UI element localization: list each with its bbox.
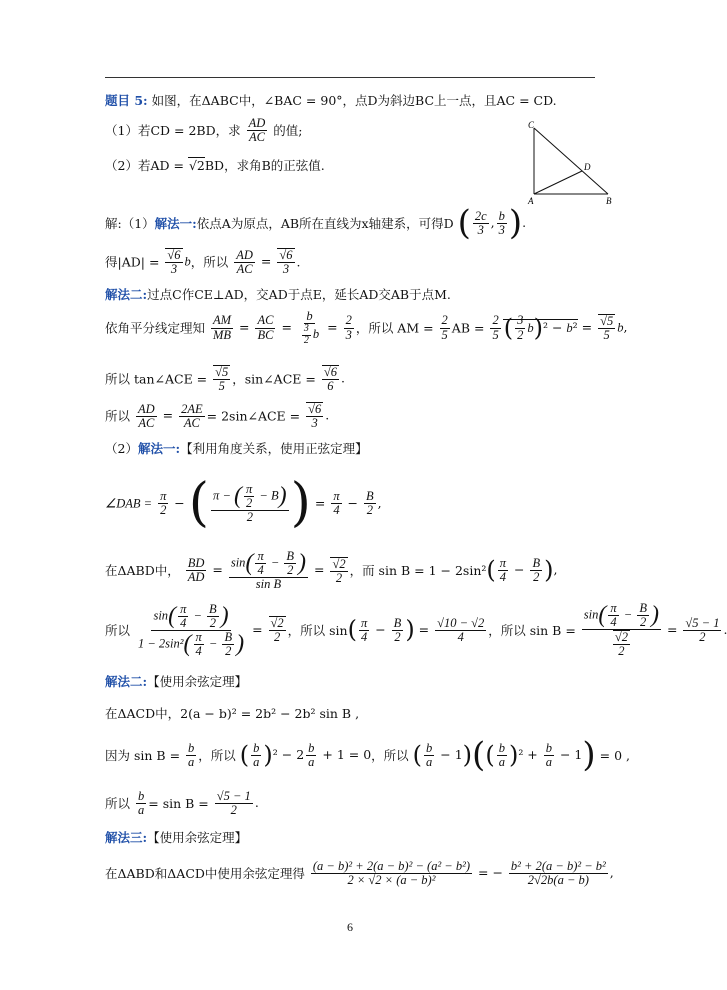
b-a-2: $\frac{b}{a}$: [138, 789, 145, 818]
ratio-result-line: 所以 $\frac{b}{a}$ = sin B = $\frac{√5 - 1}{2}$ .: [105, 789, 259, 818]
question-1: [105, 117, 302, 144]
quadratic-line: 因为 sin B = $\frac{b}{a}$ ，所以 ( $\frac{b}{a}$ )² − 2 $\frac{b}{a}$ + 1 = 0，所以 ( $\frac{b}{a}$ − 1)(( $\frac{b}{a}$ )² + $\frac{b}{a}$ − 1) = 0 ,: [105, 735, 630, 776]
big-frac-1: $\frac{\text{(a − b)² + 2(a − b)² − (a² − b²)}}{\text{2 × √2 × (a − b)²}}$: [312, 859, 471, 888]
tan-prefix: 所以 tan∠ACE =: [105, 371, 208, 387]
acd-eq: 在ΔACD中，2(a − b)² = 2b² − 2b² sin B ,: [105, 706, 360, 721]
b-var: b: [184, 254, 191, 269]
dab-prefix: ∠DAB =: [105, 496, 153, 511]
sol2-method1-note: 【利用角度关系，使用正弦定理】: [180, 441, 368, 456]
pi-half: $\frac{\pi}{2}$: [160, 489, 167, 518]
sqrt10-sqrt2-over-4: $\frac{√10 - √2}{4}$: [437, 615, 485, 644]
period: .: [296, 254, 301, 270]
2ae-ac: $\frac{2AE}{AC}$: [181, 401, 203, 430]
two-fifths: $\frac{2}{5}$: [441, 313, 448, 342]
b-over-a: $\frac{b}{a}$: [188, 741, 195, 770]
sol2-method2: [105, 673, 247, 689]
b-a-1: $\frac{b}{a}$: [253, 741, 260, 770]
ratio-prefix: 所以: [105, 796, 131, 812]
sin-solve-line: 所以 sin( $\frac{\pi}{4}$ − $\frac{B}{2}$ ) 1 − 2sin²( $\frac{\pi}{4}$ − $\frac{B}{2}$ ) = $\frac{√2}{2}$ ，所以 sin( $\frac{\pi}{4}$ − $\frac{B}{2}$ ) = $\frac{√10 - √2}{4}$ ，所以 sin B = sin( $\frac{\pi}{4}$ − $\frac{B}{2}$ ) $\frac{√2}{2}$ = $\frac{√5 - 1}{2}$: [105, 601, 720, 659]
sqrt2-half-2: $\frac{√2}{2}$: [270, 616, 284, 645]
problem-statement: [105, 92, 557, 108]
ratio-expr: sin( $\frac{\pi}{4}$ − $\frac{B}{2}$ ) 1 − 2sin²( $\frac{\pi}{4}$ − $\frac{B}{2}$ ): [138, 601, 245, 658]
ab-eq: AB =: [451, 320, 485, 336]
in-abd: 在ΔABD中，: [105, 563, 180, 579]
sol1-prefix: 解:（1）: [105, 216, 155, 232]
ad-ac: $\frac{AD}{AC}$: [138, 401, 155, 430]
sol1-method2-label: 解法二:: [105, 287, 148, 302]
golden: $\frac{√5 - 1}{2}$: [216, 789, 251, 818]
so-am: ，所以 AM =: [355, 320, 434, 336]
q1-prefix: （1）若CD = 2BD，求: [105, 123, 241, 139]
sinb-ratio: sin( $\frac{\pi}{4}$ − $\frac{B}{2}$ ) $\frac{√2}{2}$: [583, 601, 659, 659]
final-result: $\frac{√6}{3}$: [308, 402, 322, 431]
big-paren-open: (: [188, 473, 210, 533]
sol2-method3-note: 【使用余弦定理】: [147, 830, 248, 845]
sol1-method2: [105, 286, 451, 302]
b-over-3-2b: b $\frac{3}{2}$ b: [303, 309, 320, 346]
root-expr: ( $\frac{3}{2}$ b)² − b²: [503, 313, 578, 342]
bd-ad: $\frac{BD}{AD}$: [187, 556, 205, 585]
sol2-method3-label: 解法三:: [105, 830, 148, 845]
point-x: $\frac{2c}{3}$: [474, 209, 487, 238]
eq-2sin: = 2sin∠ACE =: [206, 408, 301, 424]
sol2-header: （2）: [105, 441, 138, 456]
so-sinb: ，所以 sin B =: [488, 622, 576, 638]
dab-line: ∠DAB = $\frac{\pi}{2}$ − ( π − ( $\frac{\pi}{2}$ − B) 2 ) = $\frac{\pi}{4}$ − $\frac{B}{2}$ ,: [105, 473, 382, 533]
sol2-method2-note: 【使用余弦定理】: [147, 674, 248, 689]
label-c: C: [528, 120, 535, 130]
dab-inner: π − ( $\frac{\pi}{2}$ − B) 2: [213, 482, 287, 525]
sol1-line2: 得|AD| = $\frac{√6}{3}$ b，所以 $\frac{AD}{AC}$ = $\frac{√6}{3}$ .: [105, 247, 301, 277]
ad-abs: 得|AD| =: [105, 254, 160, 270]
big-frac-2: $\frac{\text{b² + 2(a − b)² − b²}}{2√2b(a - b)}$: [510, 859, 606, 888]
because-text: 因为 sin B =: [105, 748, 181, 764]
bisector-prefix: 依角平分线定理知: [105, 320, 206, 336]
page-number: 6: [347, 920, 353, 934]
so-text-2: ，所以: [198, 748, 236, 764]
eq-zero: = 0 ,: [599, 748, 630, 764]
q1-fraction: $\frac{AD}{AC}$: [248, 116, 266, 145]
sol2-method2-label: 解法二:: [105, 674, 148, 689]
two-thirds: $\frac{2}{3}$: [345, 313, 352, 342]
abd-sine-line: 在ΔABD中， $\frac{BD}{AD}$ = sin( $\frac{\pi}{4}$ − $\frac{B}{2}$ ) sin B = $\frac{√2}{2}$ ，而 sin B = 1 − 2sin²( $\frac{\pi}{4}$ − $\frac{B}{2}$ ),: [105, 549, 558, 592]
paren-open: (: [457, 203, 471, 244]
ad-over-ac: $\frac{AD}{AC}$: [236, 247, 253, 276]
sqrt5-over-5: $\frac{√5}{5}$: [600, 313, 614, 343]
acd-cos-line: [105, 705, 359, 721]
problem-text: 如图，在ΔABC中，∠BAC = 90°，点D为斜边BC上一点，且AC = CD.: [151, 93, 557, 108]
two-fifths-2: $\frac{2}{5}$: [492, 313, 499, 342]
result-sqrt6-3: $\frac{√6}{3}$: [279, 248, 293, 277]
sin-ratio: sin( $\frac{\pi}{4}$ − $\frac{B}{2}$ ) sin B: [230, 549, 307, 592]
sol2-method3: [105, 829, 247, 845]
both-prefix: 在ΔABD和ΔACD中使用余弦定理得: [105, 866, 305, 882]
so-text: ，所以: [190, 254, 229, 270]
q2-prefix: （2）若AD =: [105, 158, 188, 173]
sin-value: $\frac{√6}{6}$: [323, 365, 337, 394]
am-over-mb: $\frac{AM}{MB}$: [213, 313, 232, 342]
tan-line: 所以 tan∠ACE = $\frac{√5}{5}$ ，sin∠ACE = $\frac{√6}{6}$ .: [105, 365, 345, 394]
q2-root: √2: [188, 158, 205, 173]
ac-over-bc: $\frac{AC}{BC}$: [257, 313, 274, 342]
problem-label: 题目 5:: [105, 93, 148, 108]
cos-compare-line: 在ΔABD和ΔACD中使用余弦定理得 $\frac{\text{(a − b)² + 2(a − b)² − (a² − b²)}}{\text{2 × √2 × (a − b)²}}$ = − $\frac{\text{b² + 2(a − b)² − b²}}{2√2b(a - b)}$ ,: [105, 859, 614, 888]
sol1-method1: 解:（1）解法一:依点A为原点，AB所在直线为x轴建系，可得D ( $\frac{2c}{3}$ , $\frac{b}{3}$ ).: [105, 203, 527, 244]
so-sin: ，所以 sin: [287, 622, 348, 638]
sqrt6-over-3: $\frac{√6}{3}$: [167, 248, 181, 277]
top-rule: [105, 77, 595, 78]
point-y: $\frac{b}{3}$: [498, 209, 505, 238]
sol2-method1: [105, 440, 368, 456]
question-2: [105, 157, 325, 173]
sol2-method1-label: 解法一:: [137, 441, 181, 456]
sol1-method2-text: 过点C作CE⊥AD，交AD于点E，延长AD交AB于点M.: [147, 287, 451, 302]
tan-value: $\frac{√5}{5}$: [215, 365, 229, 394]
sinb-eq: ，而 sin B = 1 − 2sin²: [349, 563, 487, 579]
angle-bisector-line: 依角平分线定理知 $\frac{AM}{MB}$ = $\frac{AC}{BC}$ = b $\frac{3}{2}$ b = $\frac{2}{3}$ ，所以 AM = $\frac{2}{5}$ AB = $\frac{2}{5}$ ( $\frac{3}{2}$ b)² − b² = $\frac{√5}{5}$ b,: [105, 309, 628, 346]
q2-suffix: BD，求角B的正弦值.: [204, 158, 325, 173]
sol1-method1-text: 依点A为原点，AB所在直线为x轴建系，可得D: [196, 216, 454, 232]
sqrt5-minus-1-half: $\frac{√5 - 1}{2}$: [685, 615, 720, 644]
paren-close: ): [508, 203, 523, 244]
triangle-figure: [520, 118, 620, 210]
b-half: $\frac{B}{2}$: [366, 489, 374, 518]
sqrt2-half: $\frac{√2}{2}$: [332, 556, 346, 585]
label-d: D: [584, 162, 591, 172]
pi-quarter: $\frac{\pi}{4}$: [333, 489, 340, 518]
big-paren-close: ): [290, 473, 311, 533]
q1-suffix: 的值;: [273, 123, 303, 139]
final-prefix: 所以: [105, 408, 131, 424]
final-line-1: 所以 $\frac{AD}{AC}$ = $\frac{2AE}{AC}$ = 2sin∠ACE = $\frac{√6}{3}$ .: [105, 401, 330, 431]
so-1: 所以: [105, 622, 131, 638]
ratio-mid: = sin B =: [148, 796, 209, 812]
label-b: B: [606, 196, 612, 206]
label-a: A: [528, 196, 534, 206]
sol1-method1-label: 解法一:: [154, 216, 197, 232]
sin-mid: ，sin∠ACE =: [232, 371, 316, 387]
